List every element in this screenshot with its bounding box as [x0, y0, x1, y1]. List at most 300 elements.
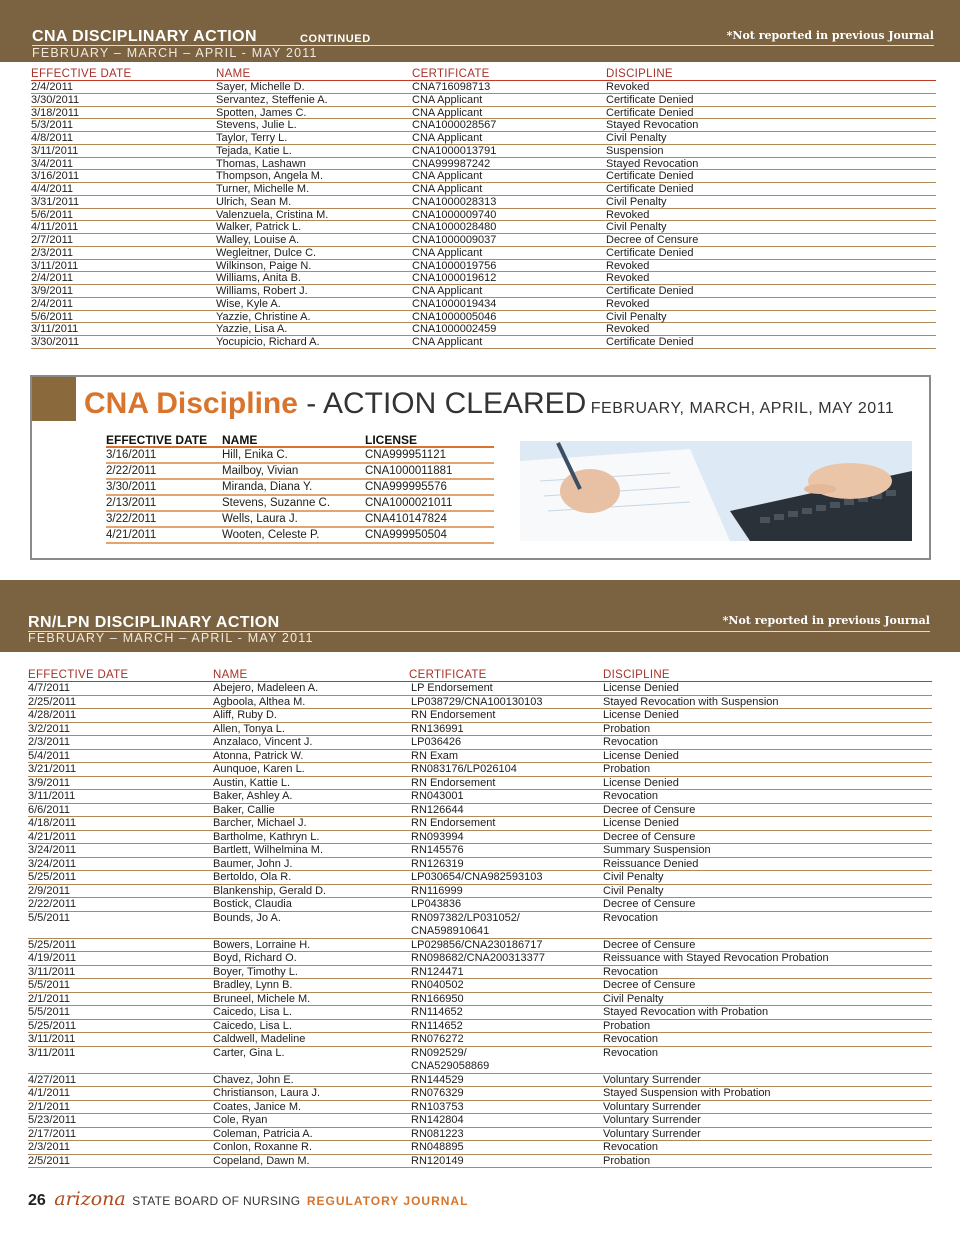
- cell-name: Thomas, Lashawn: [216, 157, 306, 170]
- cell-name: Abejero, Madeleen A.: [213, 682, 319, 694]
- cell-discipline: Civil Penalty: [606, 132, 667, 144]
- cell-name: Turner, Michelle M.: [216, 183, 310, 195]
- cell-name: Hill, Enika C.: [222, 449, 288, 461]
- cell-effective-date: 3/11/2011: [28, 965, 76, 978]
- cell-discipline: Stayed Revocation with Probation: [603, 1006, 769, 1018]
- table-row: [31, 94, 936, 107]
- cell-certificate: RN145576: [411, 844, 464, 856]
- cna-section-dates: FEBRUARY – MARCH – APRIL - MAY 2011: [32, 46, 318, 60]
- cell-certificate: CNA1000013791: [412, 144, 497, 157]
- cell-effective-date: 3/16/2011: [31, 170, 80, 183]
- cell-certificate: RN124471: [411, 965, 464, 978]
- table-header: [28, 669, 932, 682]
- cell-name: Sayer, Michelle D.: [216, 81, 305, 93]
- cell-discipline: Civil Penalty: [606, 195, 667, 208]
- cell-effective-date: 3/11/2011: [28, 1046, 76, 1059]
- table-row: [28, 858, 932, 872]
- cell-discipline: Decree of Censure: [603, 938, 696, 951]
- cell-name: Yazzie, Lisa A.: [216, 323, 288, 336]
- cell-name: Wise, Kyle A.: [216, 297, 281, 310]
- table-row: [31, 107, 936, 120]
- cell-effective-date: 2/22/2011: [106, 465, 157, 477]
- cell-name: Spotten, James C.: [216, 106, 307, 119]
- cell-certificate: RN093994: [411, 830, 464, 843]
- table-row: [28, 1101, 932, 1115]
- cell-certificate: RN Endorsement: [411, 776, 496, 789]
- cell-effective-date: 4/1/2011: [28, 1087, 71, 1099]
- cell-certificate: RN097382/LP031052/: [411, 911, 520, 924]
- table-row: [28, 790, 932, 804]
- table-row: [31, 285, 936, 298]
- journal-name: REGULATORY JOURNAL: [306, 1194, 469, 1208]
- cell-effective-date: 3/30/2011: [106, 481, 157, 493]
- keyboard-illustration: [520, 441, 912, 541]
- cell-certificate: LP038729/CNA100130103: [411, 695, 543, 708]
- cell-name: Ulrich, Sean M.: [216, 195, 292, 208]
- cell-license: CNA1000021011: [365, 497, 453, 509]
- table-row: [28, 1087, 932, 1101]
- cell-certificate: RN136991: [411, 722, 464, 735]
- cell-discipline: Probation: [603, 722, 651, 735]
- cell-effective-date: 3/30/2011: [31, 336, 80, 348]
- table-row: [31, 158, 936, 171]
- cell-effective-date: 3/11/2011: [28, 1033, 76, 1045]
- cell-name: Valenzuela, Cristina M.: [216, 208, 329, 221]
- cell-certificate: CNA999987242: [412, 157, 491, 170]
- table-row: [28, 939, 932, 953]
- header-effective-date: EFFECTIVE DATE: [31, 68, 132, 80]
- cell-certificate: RN081223: [411, 1127, 464, 1140]
- table-row: [31, 81, 936, 94]
- cell-certificate: RN114652: [411, 1006, 463, 1018]
- table-row: [106, 448, 494, 464]
- cell-certificate: RN083176/LP026104: [411, 763, 517, 775]
- cell-discipline: Revoked: [606, 259, 650, 272]
- cell-discipline: Certificate Denied: [606, 170, 694, 183]
- header-discipline: DISCIPLINE: [606, 68, 673, 80]
- cell-effective-date: 4/19/2011: [28, 952, 77, 964]
- cell-certificate: RN Exam: [411, 749, 459, 762]
- cell-discipline: Voluntary Surrender: [603, 1114, 701, 1126]
- table-row: [31, 119, 936, 132]
- cell-name: Baker, Ashley A.: [213, 790, 293, 802]
- cell-discipline: Voluntary Surrender: [603, 1073, 701, 1086]
- cell-discipline: Decree of Censure: [603, 898, 696, 910]
- cell-name: Servantez, Steffenie A.: [216, 93, 328, 106]
- cell-license: CNA999995576: [365, 481, 447, 493]
- table-row: [31, 323, 936, 336]
- table-row: [31, 196, 936, 209]
- cell-effective-date: 3/11/2011: [31, 144, 79, 157]
- cell-discipline: Certificate Denied: [606, 285, 694, 297]
- table-row: [28, 709, 932, 723]
- cleared-title-bold: CNA Discipline: [84, 387, 298, 420]
- table-row: [28, 696, 932, 710]
- cell-certificate-continued: CNA529058869: [411, 1059, 490, 1072]
- cell-effective-date: 4/4/2011: [31, 183, 74, 195]
- cell-name: Coleman, Patricia A.: [213, 1127, 313, 1140]
- cell-name: Yocupicio, Richard A.: [216, 336, 320, 348]
- cell-effective-date: 3/11/2011: [31, 259, 79, 272]
- rn-lpn-section-title: RN/LPN DISCIPLINARY ACTION: [28, 614, 280, 631]
- cell-effective-date: 2/22/2011: [28, 898, 77, 910]
- cell-discipline: Certificate Denied: [606, 183, 694, 195]
- table-row: [31, 336, 936, 349]
- cell-discipline: Revoked: [606, 208, 650, 221]
- table-row: [28, 1033, 932, 1047]
- cell-discipline: Revoked: [606, 81, 650, 93]
- cell-name: Bartlett, Wilhelmina M.: [213, 844, 324, 856]
- table-row: [106, 512, 494, 528]
- table-row: [28, 763, 932, 777]
- cell-effective-date: 3/4/2011: [31, 157, 74, 170]
- cell-discipline: Decree of Censure: [603, 979, 696, 991]
- cell-effective-date: 2/1/2011: [28, 992, 71, 1005]
- cell-certificate: CNA1000005046: [412, 310, 497, 323]
- rn-lpn-table-body: [28, 682, 932, 1168]
- cell-name: Wells, Laura J.: [222, 513, 298, 525]
- cell-name: Allen, Tonya L.: [213, 722, 285, 735]
- table-row: [28, 777, 932, 791]
- continued-label: CONTINUED: [300, 33, 371, 45]
- cleared-title: [84, 387, 894, 421]
- cell-effective-date: 4/21/2011: [28, 830, 77, 843]
- cell-effective-date: 3/31/2011: [31, 195, 80, 208]
- cell-certificate: RN116999: [411, 884, 463, 897]
- cell-name: Bostick, Claudia: [213, 898, 292, 910]
- cell-name: Coates, Janice M.: [213, 1100, 302, 1113]
- cell-effective-date: 5/5/2011: [28, 979, 71, 991]
- cna-action-cleared-panel: [30, 375, 931, 560]
- table-row: [28, 898, 932, 912]
- cell-certificate: RN144529: [411, 1073, 464, 1086]
- cell-name: Boyd, Richard O.: [213, 952, 297, 964]
- table-row: [31, 311, 936, 324]
- cell-certificate: RN Endorsement: [411, 817, 496, 829]
- table-row: [28, 817, 932, 831]
- cell-effective-date: 2/7/2011: [31, 234, 74, 246]
- not-reported-note: *Not reported in previous Journal: [722, 614, 930, 627]
- table-row: [28, 1074, 932, 1088]
- cell-discipline: Probation: [603, 1154, 651, 1167]
- cna-discipline-table: [31, 68, 936, 349]
- cell-name: Williams, Anita B.: [216, 272, 301, 285]
- header-effective-date: EFFECTIVE DATE: [28, 669, 129, 681]
- not-reported-note: *Not reported in previous Journal: [726, 29, 934, 42]
- table-row: [28, 871, 932, 885]
- table-row: [106, 480, 494, 496]
- cell-effective-date: 2/25/2011: [28, 695, 77, 708]
- cell-name: Baker, Callie: [213, 803, 275, 816]
- board-name: STATE BOARD OF NURSING: [132, 1194, 301, 1208]
- cell-name: Atonna, Patrick W.: [213, 749, 304, 762]
- table-row: [28, 1020, 932, 1034]
- table-row: [31, 132, 936, 145]
- cell-certificate: RN120149: [411, 1154, 464, 1167]
- cell-license: CNA999951121: [365, 449, 446, 461]
- cell-effective-date: 4/18/2011: [28, 817, 77, 829]
- cell-effective-date: 2/3/2011: [28, 1141, 71, 1153]
- cell-effective-date: 3/11/2011: [28, 790, 76, 802]
- table-row: [28, 912, 932, 939]
- cell-effective-date: 4/8/2011: [31, 132, 74, 144]
- cell-effective-date: 2/3/2011: [31, 246, 74, 259]
- cell-name: Williams, Robert J.: [216, 285, 308, 297]
- cell-certificate: RN076329: [411, 1087, 464, 1099]
- cell-name: Wooten, Celeste P.: [222, 529, 320, 541]
- cell-effective-date: 2/13/2011: [106, 497, 157, 509]
- cell-certificate: LP043836: [411, 898, 462, 910]
- cell-effective-date: 3/9/2011: [31, 285, 74, 297]
- cell-effective-date: 6/6/2011: [28, 803, 71, 816]
- cell-certificate: RN043001: [411, 790, 464, 802]
- cell-discipline: Stayed Revocation: [606, 157, 699, 170]
- cell-effective-date: 2/4/2011: [31, 81, 74, 93]
- cell-name: Baumer, John J.: [213, 857, 293, 870]
- cell-discipline: Voluntary Surrender: [603, 1100, 701, 1113]
- table-row: [31, 247, 936, 260]
- cell-certificate: LP030654/CNA982593103: [411, 871, 543, 883]
- cell-name: Tejada, Katie L.: [216, 144, 292, 157]
- cell-license: CNA1000011881: [365, 465, 453, 477]
- header-discipline: DISCIPLINE: [603, 669, 670, 681]
- cell-effective-date: 5/4/2011: [28, 749, 71, 762]
- header-effective-date: EFFECTIVE DATE: [106, 433, 208, 447]
- table-row: [28, 723, 932, 737]
- arizona-logo: arizona: [54, 1188, 126, 1210]
- cell-effective-date: 3/22/2011: [106, 513, 157, 525]
- cell-name: Walley, Louise A.: [216, 234, 300, 246]
- cell-effective-date: 2/9/2011: [28, 884, 71, 897]
- cell-name: Carter, Gina L.: [213, 1046, 285, 1059]
- cell-discipline: Civil Penalty: [606, 310, 667, 323]
- page-number: 26: [28, 1192, 46, 1209]
- cell-effective-date: 3/18/2011: [31, 106, 80, 119]
- cell-name: Barcher, Michael J.: [213, 817, 307, 829]
- cell-certificate: RN126319: [411, 857, 464, 870]
- cell-certificate: RN048895: [411, 1141, 464, 1153]
- cell-discipline: Revocation: [603, 790, 659, 802]
- cell-name: Aliff, Ruby D.: [213, 709, 277, 721]
- cell-name: Bradley, Lynn B.: [213, 979, 293, 991]
- cell-certificate: CNA1000028480: [412, 221, 497, 234]
- table-row: [31, 209, 936, 222]
- typing-hands-photo: [520, 441, 912, 541]
- cell-name: Miranda, Diana Y.: [222, 481, 313, 493]
- cell-discipline: Revocation: [603, 1033, 659, 1045]
- cna-section-title: CNA DISCIPLINARY ACTION: [32, 28, 257, 45]
- cell-name: Wilkinson, Paige N.: [216, 259, 312, 272]
- table-row: [31, 221, 936, 234]
- cell-name: Mailboy, Vivian: [222, 465, 299, 477]
- cell-discipline: Civil Penalty: [603, 871, 664, 883]
- cell-discipline: Revocation: [603, 1046, 659, 1059]
- table-row: [28, 682, 932, 696]
- table-row: [28, 1128, 932, 1142]
- cell-name: Anzalaco, Vincent J.: [213, 736, 313, 748]
- table-row: [31, 145, 936, 158]
- table-row: [28, 885, 932, 899]
- cell-name: Boyer, Timothy L.: [213, 965, 298, 978]
- cell-certificate: LP029856/CNA230186717: [411, 938, 543, 951]
- cell-effective-date: 4/27/2011: [28, 1073, 77, 1086]
- cell-certificate: CNA716098713: [412, 81, 491, 93]
- cell-discipline: Reissuance Denied: [603, 857, 699, 870]
- cell-effective-date: 3/16/2011: [106, 449, 157, 461]
- page-footer: [28, 1188, 468, 1210]
- cell-certificate: RN092529/: [411, 1046, 467, 1059]
- cell-name: Aunquoe, Karen L.: [213, 763, 305, 775]
- cell-effective-date: 5/6/2011: [31, 310, 74, 323]
- cell-certificate: CNA Applicant: [412, 285, 483, 297]
- cell-name: Blankenship, Gerald D.: [213, 884, 327, 897]
- cell-certificate: RN142804: [411, 1114, 464, 1126]
- table-row: [28, 844, 932, 858]
- cell-certificate-continued: CNA598910641: [411, 924, 490, 937]
- cell-discipline: Civil Penalty: [606, 221, 667, 234]
- table-row: [31, 234, 936, 247]
- cell-discipline: Summary Suspension: [603, 844, 711, 856]
- cell-certificate: RN103753: [411, 1100, 464, 1113]
- table-row: [28, 750, 932, 764]
- table-row: [28, 952, 932, 966]
- cell-discipline: Stayed Suspension with Probation: [603, 1087, 771, 1099]
- cell-discipline: Voluntary Surrender: [603, 1127, 701, 1140]
- cell-effective-date: 5/5/2011: [28, 1006, 71, 1018]
- cell-effective-date: 3/11/2011: [31, 323, 79, 336]
- cell-name: Stevens, Suzanne C.: [222, 497, 331, 509]
- cell-discipline: Revoked: [606, 272, 650, 285]
- cell-effective-date: 5/5/2011: [28, 911, 71, 924]
- cell-effective-date: 2/4/2011: [31, 297, 74, 310]
- cell-name: Conlon, Roxanne R.: [213, 1141, 313, 1153]
- cell-discipline: Civil Penalty: [603, 884, 664, 897]
- cell-discipline: License Denied: [603, 709, 679, 721]
- cell-certificate: RN Endorsement: [411, 709, 496, 721]
- cell-effective-date: 5/3/2011: [31, 119, 74, 132]
- cell-effective-date: 5/25/2011: [28, 1019, 77, 1032]
- header-certificate: CERTIFICATE: [409, 669, 487, 681]
- cell-name: Caicedo, Lisa L.: [213, 1019, 292, 1032]
- cell-license: CNA999950504: [365, 529, 447, 541]
- cell-discipline: Stayed Revocation with Suspension: [603, 695, 779, 708]
- cell-effective-date: 5/25/2011: [28, 871, 77, 883]
- table-header: [106, 433, 494, 448]
- cell-effective-date: 2/3/2011: [28, 736, 71, 748]
- cell-certificate: CNA1000019612: [412, 272, 497, 285]
- cell-discipline: Revoked: [606, 297, 650, 310]
- cna-table-body: [31, 81, 936, 349]
- cell-discipline: Revocation: [603, 911, 659, 924]
- cell-discipline: Certificate Denied: [606, 93, 694, 106]
- table-row: [106, 496, 494, 512]
- table-row: [28, 1114, 932, 1128]
- cell-certificate: CNA1000002459: [412, 323, 497, 336]
- cell-discipline: Revocation: [603, 736, 659, 748]
- cell-certificate: CNA Applicant: [412, 170, 483, 183]
- cell-name: Chavez, John E.: [213, 1073, 294, 1086]
- cell-name: Caicedo, Lisa L.: [213, 1006, 292, 1018]
- cell-discipline: Reissuance with Stayed Revocation Probation: [603, 952, 829, 964]
- cell-effective-date: 4/11/2011: [31, 221, 79, 234]
- table-row: [28, 736, 932, 750]
- cell-discipline: Certificate Denied: [606, 336, 694, 348]
- cell-discipline: Probation: [603, 1019, 651, 1032]
- cleared-table: [106, 433, 494, 544]
- cell-certificate: LP036426: [411, 736, 462, 748]
- table-row: [28, 1047, 932, 1074]
- cleared-title-rest: - ACTION CLEARED: [297, 387, 587, 420]
- cell-name: Bertoldo, Ola R.: [213, 871, 292, 883]
- cell-certificate: CNA Applicant: [412, 336, 483, 348]
- cell-discipline: Certificate Denied: [606, 106, 694, 119]
- cell-discipline: Stayed Revocation: [606, 119, 699, 132]
- cell-effective-date: 3/2/2011: [28, 722, 71, 735]
- cell-name: Yazzie, Christine A.: [216, 310, 311, 323]
- table-row: [31, 272, 936, 285]
- table-row: [106, 528, 494, 544]
- cell-effective-date: 2/1/2011: [28, 1100, 71, 1113]
- cell-certificate: CNA Applicant: [412, 246, 483, 259]
- table-row: [31, 298, 936, 311]
- table-row: [31, 183, 936, 196]
- cell-effective-date: 4/21/2011: [106, 529, 157, 541]
- header-name: NAME: [222, 433, 258, 447]
- cell-certificate: CNA Applicant: [412, 183, 483, 195]
- cell-name: Thompson, Angela M.: [216, 170, 324, 183]
- cell-name: Walker, Patrick L.: [216, 221, 302, 234]
- cell-certificate: RN126644: [411, 803, 464, 816]
- table-row: [31, 260, 936, 273]
- cell-effective-date: 4/7/2011: [28, 682, 71, 694]
- cell-discipline: Decree of Censure: [603, 830, 696, 843]
- cell-certificate: LP Endorsement: [411, 682, 493, 694]
- table-row: [31, 170, 936, 183]
- cell-discipline: Probation: [603, 763, 651, 775]
- cell-discipline: Revoked: [606, 323, 650, 336]
- cell-certificate: CNA1000009037: [412, 234, 497, 246]
- cell-license: CNA410147824: [365, 513, 447, 525]
- table-row: [28, 1006, 932, 1020]
- cell-effective-date: 3/21/2011: [28, 763, 77, 775]
- header-license: LICENSE: [365, 433, 418, 447]
- table-row: [28, 1155, 932, 1169]
- cell-discipline: License Denied: [603, 749, 679, 762]
- cell-certificate: RN114652: [411, 1019, 463, 1032]
- cell-certificate: RN098682/CNA200313377: [411, 952, 545, 964]
- cell-certificate: CNA Applicant: [412, 132, 483, 144]
- cell-effective-date: 3/24/2011: [28, 844, 77, 856]
- cell-certificate: CNA Applicant: [412, 93, 483, 106]
- cell-discipline: Civil Penalty: [603, 992, 664, 1005]
- cell-name: Bowers, Lorraine H.: [213, 938, 311, 951]
- table-row: [28, 804, 932, 818]
- cell-name: Agboola, Althea M.: [213, 695, 306, 708]
- cell-effective-date: 3/24/2011: [28, 857, 77, 870]
- rn-lpn-section-dates: FEBRUARY – MARCH – APRIL - MAY 2011: [28, 631, 314, 645]
- cell-discipline: Decree of Censure: [603, 803, 696, 816]
- cell-certificate: CNA1000028313: [412, 195, 497, 208]
- cna-section-banner: [0, 0, 960, 62]
- cell-effective-date: 5/6/2011: [31, 208, 74, 221]
- cell-discipline: Suspension: [606, 144, 664, 157]
- table-header: [31, 68, 936, 81]
- cell-discipline: Certificate Denied: [606, 246, 694, 259]
- cell-effective-date: 2/5/2011: [28, 1154, 71, 1167]
- cell-effective-date: 2/4/2011: [31, 272, 74, 285]
- cell-discipline: Decree of Censure: [606, 234, 699, 246]
- accent-block: [32, 377, 76, 421]
